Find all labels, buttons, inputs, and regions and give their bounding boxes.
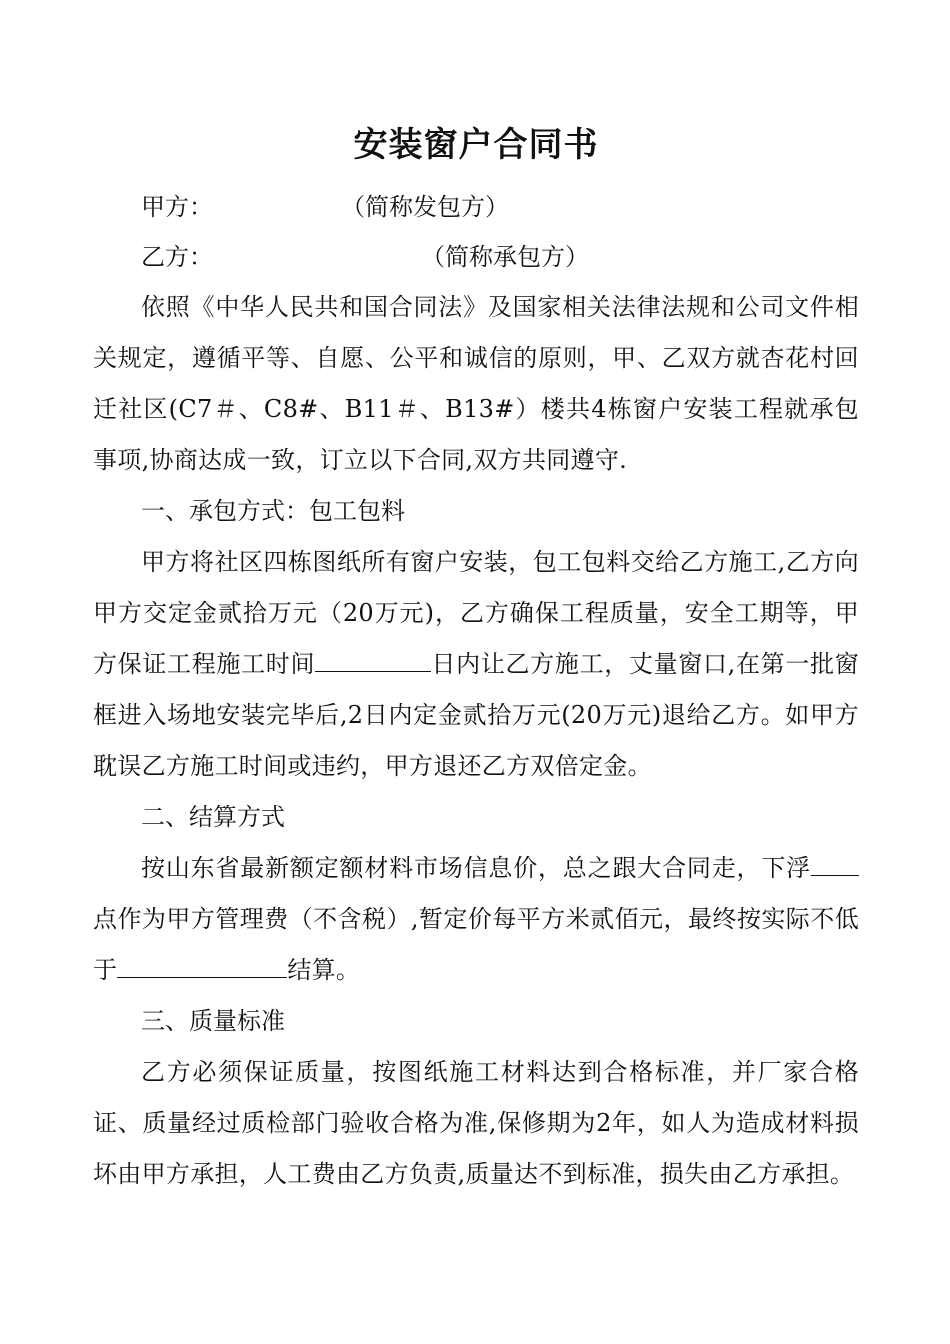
section-2-text-a: 按山东省最新额定额材料市场信息价，总之跟大合同走，下浮: [141, 854, 811, 883]
section-2-text-c: 结算。: [287, 956, 361, 985]
section-1-paragraph: [93, 537, 859, 792]
party-a-line: [93, 182, 859, 232]
party-a-label: 甲方：: [141, 193, 213, 222]
party-a-note: （简称发包方）: [341, 193, 509, 222]
document-title: 安装窗户合同书: [353, 125, 599, 165]
party-b-label: 乙方：: [141, 243, 213, 272]
section-1-text-a: 甲方将社区四栋图纸所有窗户安装，包工包料交给乙方施工,乙方向甲方交定金贰拾万元（20万元)，乙方确保工程质量，安全工期等，甲方保证工程施工时间: [93, 548, 859, 679]
section-1-heading: 一、承包方式：包工包料: [141, 497, 405, 526]
section-1-text-b: 日内让乙方施工，丈量窗口,在第一批窗框进入场地安装完毕后,2日内定金贰拾万元(20万元)退给乙方。如甲方耽误乙方施工时间或违约，甲方退还乙方双倍定金。: [93, 650, 859, 781]
section-2-heading: 二、结算方式: [141, 803, 285, 832]
party-b-line: [93, 232, 859, 282]
party-b-note: （简称承包方）: [421, 243, 589, 272]
work-days-blank: [315, 653, 431, 672]
section-3-paragraph: 乙方必须保证质量，按图纸施工材料达到合格标准，并厂家合格证、质量经过质检部门验收合格为准,保修期为2年，如人为造成材料损坏由甲方承担，人工费由乙方负责,质量达不到标准，损失由乙方承担。: [93, 1058, 859, 1189]
section-3-heading: 三、质量标准: [141, 1007, 285, 1036]
discount-blank: [811, 857, 859, 876]
intro-paragraph: 依照《中华人民共和国合同法》及国家相关法律法规和公司文件相关规定，遵循平等、自愿、公平和诚信的原则，甲、乙双方就杏花村回迁社区(C7＃、C8#、B11＃、B13#）楼共4栋窗户安装工程就承包事项,协商达成一致，订立以下合同,双方共同遵守.: [93, 293, 859, 475]
contract-page: [93, 118, 859, 1200]
section-2-paragraph: [93, 843, 859, 996]
minimum-price-blank: [117, 959, 287, 978]
section-2-text-b: 点作为甲方管理费（不含税）,暂定价每平方米贰佰元，最终按实际不低于: [93, 905, 859, 985]
